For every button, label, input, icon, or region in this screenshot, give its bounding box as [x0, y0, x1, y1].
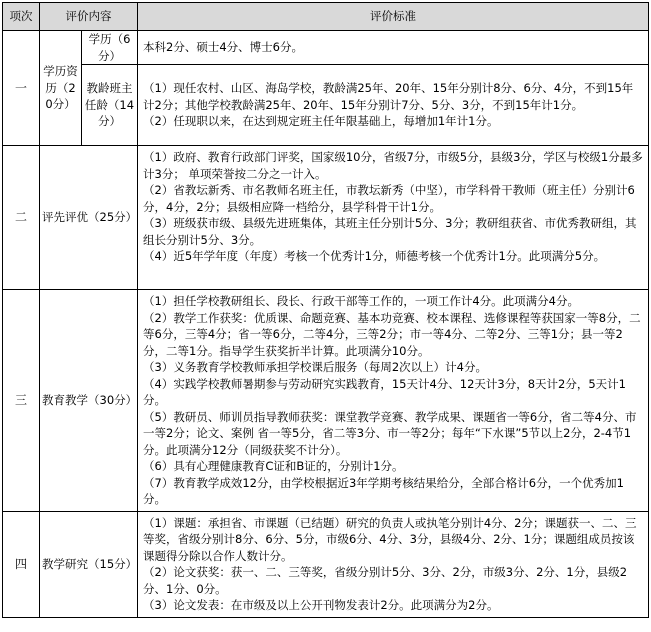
category-cell: 学历资历（20分） — [40, 31, 82, 146]
standard-line: （4）近5年学年度（年度）考核一个优秀计1分，师德考核一个优秀计1分。此项满分5分。 — [143, 249, 606, 263]
standard-line: 本科2分、硕士4分、博士6分。 — [143, 40, 303, 55]
standard-line: （3）班级获市级、县级先进班集体，其班主任分别计5分、3分；教研组获省、市优秀教研组，其组长分别计5分、3分。 — [143, 216, 637, 247]
standard-line: （1）现任农村、山区、海岛学校，教龄满25年、20年、15年分别计8分、6分、4分，不到15年计2分；其他学校教龄满25年、20年、15年分别计7分、5分、3分，不到15年计1分。 — [143, 81, 634, 112]
evaluation-table — [2, 2, 649, 618]
header-content: 评价内容 — [40, 3, 138, 31]
standard-line: （4）实践学校教师暑期参与劳动研究实践教育，15天计4分、12天计3分，8天计2分，5天计1分。 — [143, 376, 626, 407]
standard-cell — [138, 65, 649, 146]
subcategory-cell: 学历（6分） — [82, 31, 138, 65]
standard-line: （2）任现职以来，在达到规定班主任年限基础上，每增加1年计1分。 — [143, 114, 499, 129]
row-number: 二 — [3, 146, 40, 290]
table-row — [3, 146, 649, 290]
category-cell: 教学研究（15分） — [40, 511, 138, 617]
category-cell: 评先评优（25分） — [40, 146, 138, 290]
table-row — [3, 31, 649, 65]
standard-line: （1）课题：承担省、市课题（已结题）研究的负责人或执笔分别计4分、2分；课题获一、二、三等奖，省级分别计8分、6分、5分，市级6分、4分、3分，县级4分、2分、1分；课题组成员按该课题得分除以合作人数计分。 — [143, 515, 637, 563]
standard-cell — [138, 290, 649, 512]
subcategory-cell: 教龄班主任龄（14分） — [82, 65, 138, 146]
category-cell: 教育教学（30分） — [40, 290, 138, 512]
standard-line: （2）教学工作获奖：优质课、命题竞赛、基本功竞赛、校本课程、选修课程等获国家一等8分，二等6分，三等4分；省一等6分，二等4分，三等2分；市一等4分、二等2分、三等1分；县一等2分，二等1分。指导学生获奖折半计算。此项满分10分。 — [143, 310, 641, 358]
standard-line: （7）教育教学成效12分，由学校根据近3年学期考核结果给分，全部合格计6分，一个优秀加1分。 — [143, 475, 624, 506]
standard-line: （3）论文发表：在市级及以上公开刊物发表计2分。此项满分为2分。 — [143, 598, 499, 612]
standard-cell — [138, 31, 649, 65]
header-standard: 评价标准 — [138, 3, 649, 31]
table-row — [3, 511, 649, 617]
standard-line: （6）具有心理健康教育C证和B证的，分别计1分。 — [143, 459, 404, 473]
table-row — [3, 65, 649, 146]
standard-cell — [138, 146, 649, 290]
row-number: 四 — [3, 511, 40, 617]
standard-line: （3）义务教育学校教师承担学校课后服务（每周2次以上）计4分。 — [143, 360, 487, 374]
row-number: 三 — [3, 290, 40, 512]
standard-line: （2）论文获奖：获一、二、三等奖，省级分别计5分、3分、2分，市级3分、2分、1分，县级2分、1分、0分。 — [143, 565, 628, 596]
standard-line: （5）教研员、师训员指导教师获奖：课堂教学竞赛、教学成果、课题省一等6分，省二等4分、市一等2分；论文、案例 省一等5分，省二等3分、市一等2分；每年“下水课”5节以上2分，2-4节1分。此项满分12分（同级获奖不计分）。 — [143, 409, 637, 457]
row-number: 一 — [3, 31, 40, 146]
header-row — [3, 3, 649, 31]
standard-line: （2）省教坛新秀、市名教师名班主任，市教坛新秀（中坚），市学科骨干教师（班主任）分别计6分，4分，2分；县级相应降一档给分，县学科骨干计1分。 — [143, 183, 635, 214]
header-no: 项次 — [3, 3, 40, 31]
standard-line: （1）政府、教育行政部门评奖，国家级10分，省级7分，市级5分，县级3分，学区与校级1分最多计3分； 单项荣誉按二分之一计入。 — [143, 150, 643, 181]
standard-cell — [138, 511, 649, 617]
table-row — [3, 290, 649, 512]
standard-line: （1）担任学校教研组长、段长、行政干部等工作的，一项工作计4分。此项满分4分。 — [143, 294, 579, 308]
